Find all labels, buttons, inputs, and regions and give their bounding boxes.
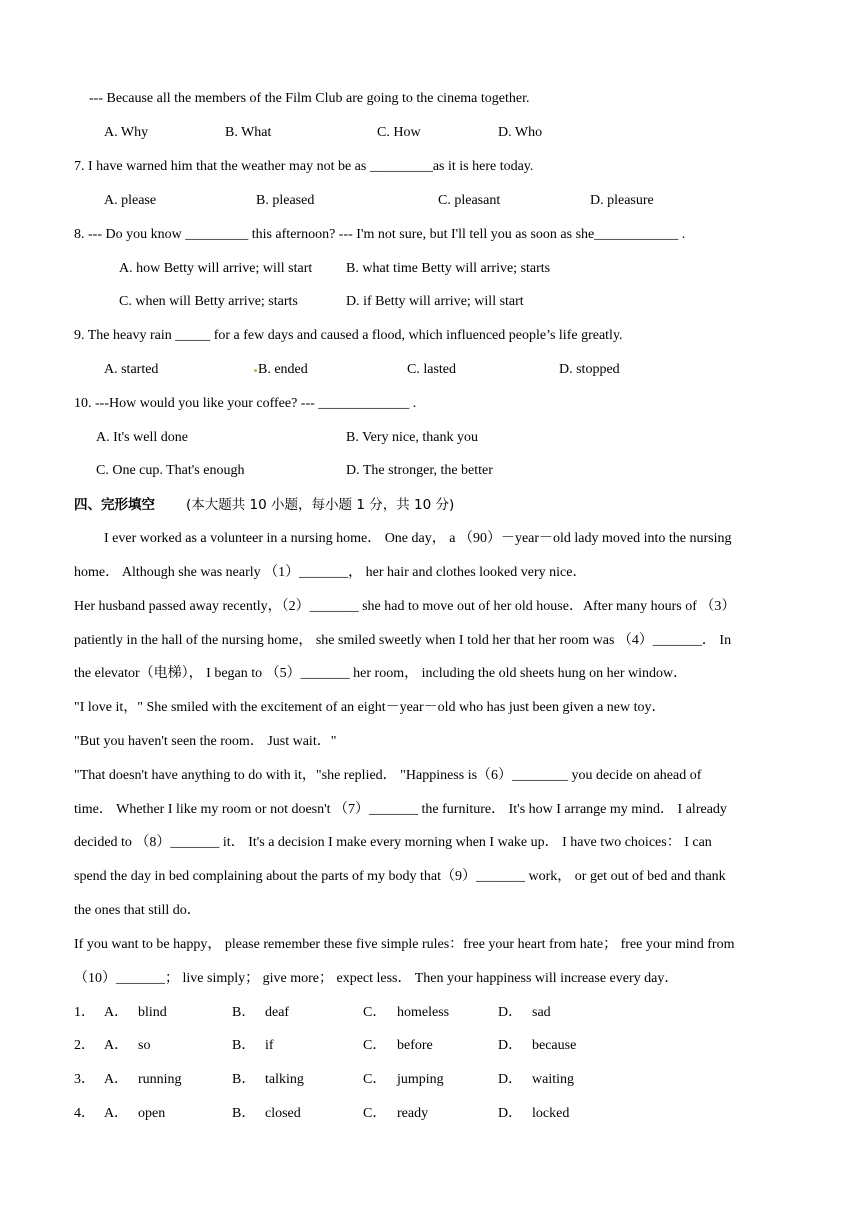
q6-option-a: A. Why bbox=[104, 125, 149, 140]
option-word: if bbox=[265, 1038, 274, 1053]
q9-option-b: B. ended bbox=[258, 362, 308, 377]
passage-line: I ever worked as a volunteer in a nursing home． One day， a （90）－year－old lady moved into the nursing bbox=[104, 531, 732, 546]
passage-line: the elevator（电梯）， I began to （5）_______ her room， including the old sheets hung on her window． bbox=[74, 666, 688, 681]
passage-line: "I love it，" She smiled with the excitement of an eight－year－old who has just been given a new toy． bbox=[74, 700, 666, 715]
passage-line: patiently in the hall of the nursing home， she smiled sweetly when I told her that her room was （4）_______． In bbox=[74, 633, 732, 648]
passage-line: home． Although she was nearly （1）_______， her hair and clothes looked very nice． bbox=[74, 565, 587, 580]
option-letter: B． bbox=[232, 1072, 256, 1087]
option-letter: B． bbox=[232, 1106, 256, 1121]
passage-line: "That doesn't have anything to do with it，"she replied． "Happiness is（6）________ you decide on ahead of bbox=[74, 768, 702, 783]
q8-option-d: D. if Betty will arrive; will start bbox=[346, 294, 524, 309]
option-word: open bbox=[138, 1106, 166, 1121]
q9-option-c: C. lasted bbox=[407, 362, 456, 377]
option-letter: C． bbox=[363, 1005, 387, 1020]
q6-reply: --- Because all the members of the Film Club are going to the cinema together. bbox=[89, 91, 530, 106]
q7-option-d: D. pleasure bbox=[590, 193, 654, 208]
option-letter: A． bbox=[104, 1005, 129, 1020]
q10-stem: 10. ---How would you like your coffee? --- _____________ . bbox=[74, 396, 417, 411]
passage-line: decided to （8）_______ it． It's a decision I make every morning when I wake up． I have two choices： I can bbox=[74, 835, 712, 850]
option-letter: D． bbox=[498, 1106, 523, 1121]
option-letter: A． bbox=[104, 1072, 129, 1087]
section4-title: 四、完形填空 bbox=[74, 497, 155, 513]
option-letter: D． bbox=[498, 1072, 523, 1087]
option-word: talking bbox=[265, 1072, 304, 1087]
option-word: closed bbox=[265, 1106, 301, 1121]
q9-option-d: D. stopped bbox=[559, 362, 620, 377]
q7-option-c: C. pleasant bbox=[438, 193, 501, 208]
q10-option-a: A. It's well done bbox=[96, 430, 188, 445]
option-letter: A． bbox=[104, 1038, 129, 1053]
q8-option-b: B. what time Betty will arrive; starts bbox=[346, 261, 551, 276]
section4-note: (本大题共 10 小题，每小题 1 分，共 10 分) bbox=[186, 497, 455, 513]
q7-option-a: A. please bbox=[104, 193, 157, 208]
passage-line: （10）_______； live simply； give more； expect less． Then your happiness will increase every day． bbox=[74, 971, 679, 986]
q8-option-a: A. how Betty will arrive; will start bbox=[119, 261, 313, 276]
q8-stem: 8. --- Do you know _________ this afternoon? --- I'm not sure, but I'll tell you as soon as she____________ . bbox=[74, 227, 686, 242]
answer-row-number: 2． bbox=[74, 1038, 95, 1053]
option-word: homeless bbox=[397, 1005, 450, 1020]
option-word: before bbox=[397, 1038, 433, 1053]
answer-row-number: 4． bbox=[74, 1106, 95, 1121]
option-word: because bbox=[532, 1038, 577, 1053]
option-letter: A． bbox=[104, 1106, 129, 1121]
passage-line: Her husband passed away recently，（2）_______ she had to move out of her old house．After many hours of （3） bbox=[74, 599, 736, 614]
option-word: running bbox=[138, 1072, 182, 1087]
q7-stem: 7. I have warned him that the weather may not be as _________as it is here today. bbox=[74, 159, 534, 174]
answer-row-number: 3． bbox=[74, 1072, 95, 1087]
option-word: locked bbox=[532, 1106, 570, 1121]
option-word: waiting bbox=[532, 1072, 574, 1087]
stray-dot-mark bbox=[254, 369, 257, 372]
option-word: sad bbox=[532, 1005, 551, 1020]
option-letter: B． bbox=[232, 1005, 256, 1020]
passage-line: time． Whether I like my room or not doesn't （7）_______ the furniture． It's how I arrange my mind． I already bbox=[74, 802, 727, 817]
answer-row-number: 1． bbox=[74, 1005, 95, 1020]
q9-stem: 9. The heavy rain _____ for a few days and caused a flood, which influenced people’s life greatly. bbox=[74, 328, 623, 343]
passage-line: If you want to be happy， please remember these five simple rules：free your heart from hate； free your mind from bbox=[74, 937, 735, 952]
q6-option-b: B. What bbox=[225, 125, 272, 140]
q10-option-b: B. Very nice, thank you bbox=[346, 430, 478, 445]
option-word: blind bbox=[138, 1005, 167, 1020]
passage-line: spend the day in bed complaining about the parts of my body that（9）_______ work， or get out of bed and thank bbox=[74, 869, 726, 884]
passage-line: the ones that still do． bbox=[74, 903, 201, 918]
option-letter: D． bbox=[498, 1005, 523, 1020]
q9-option-a: A. started bbox=[104, 362, 159, 377]
q8-option-c: C. when will Betty arrive; starts bbox=[119, 294, 298, 309]
option-letter: C． bbox=[363, 1106, 387, 1121]
q10-option-d: D. The stronger, the better bbox=[346, 463, 493, 478]
q6-option-d: D. Who bbox=[498, 125, 543, 140]
option-letter: C． bbox=[363, 1072, 387, 1087]
option-letter: B． bbox=[232, 1038, 256, 1053]
option-letter: D． bbox=[498, 1038, 523, 1053]
option-word: so bbox=[138, 1038, 151, 1053]
option-letter: C． bbox=[363, 1038, 387, 1053]
q10-option-c: C. One cup. That's enough bbox=[96, 463, 245, 478]
option-word: jumping bbox=[397, 1072, 444, 1087]
option-word: ready bbox=[397, 1106, 429, 1121]
option-word: deaf bbox=[265, 1005, 290, 1020]
passage-line: "But you haven't seen the room． Just wait．" bbox=[74, 734, 337, 749]
q7-option-b: B. pleased bbox=[256, 193, 315, 208]
q6-option-c: C. How bbox=[377, 125, 421, 140]
